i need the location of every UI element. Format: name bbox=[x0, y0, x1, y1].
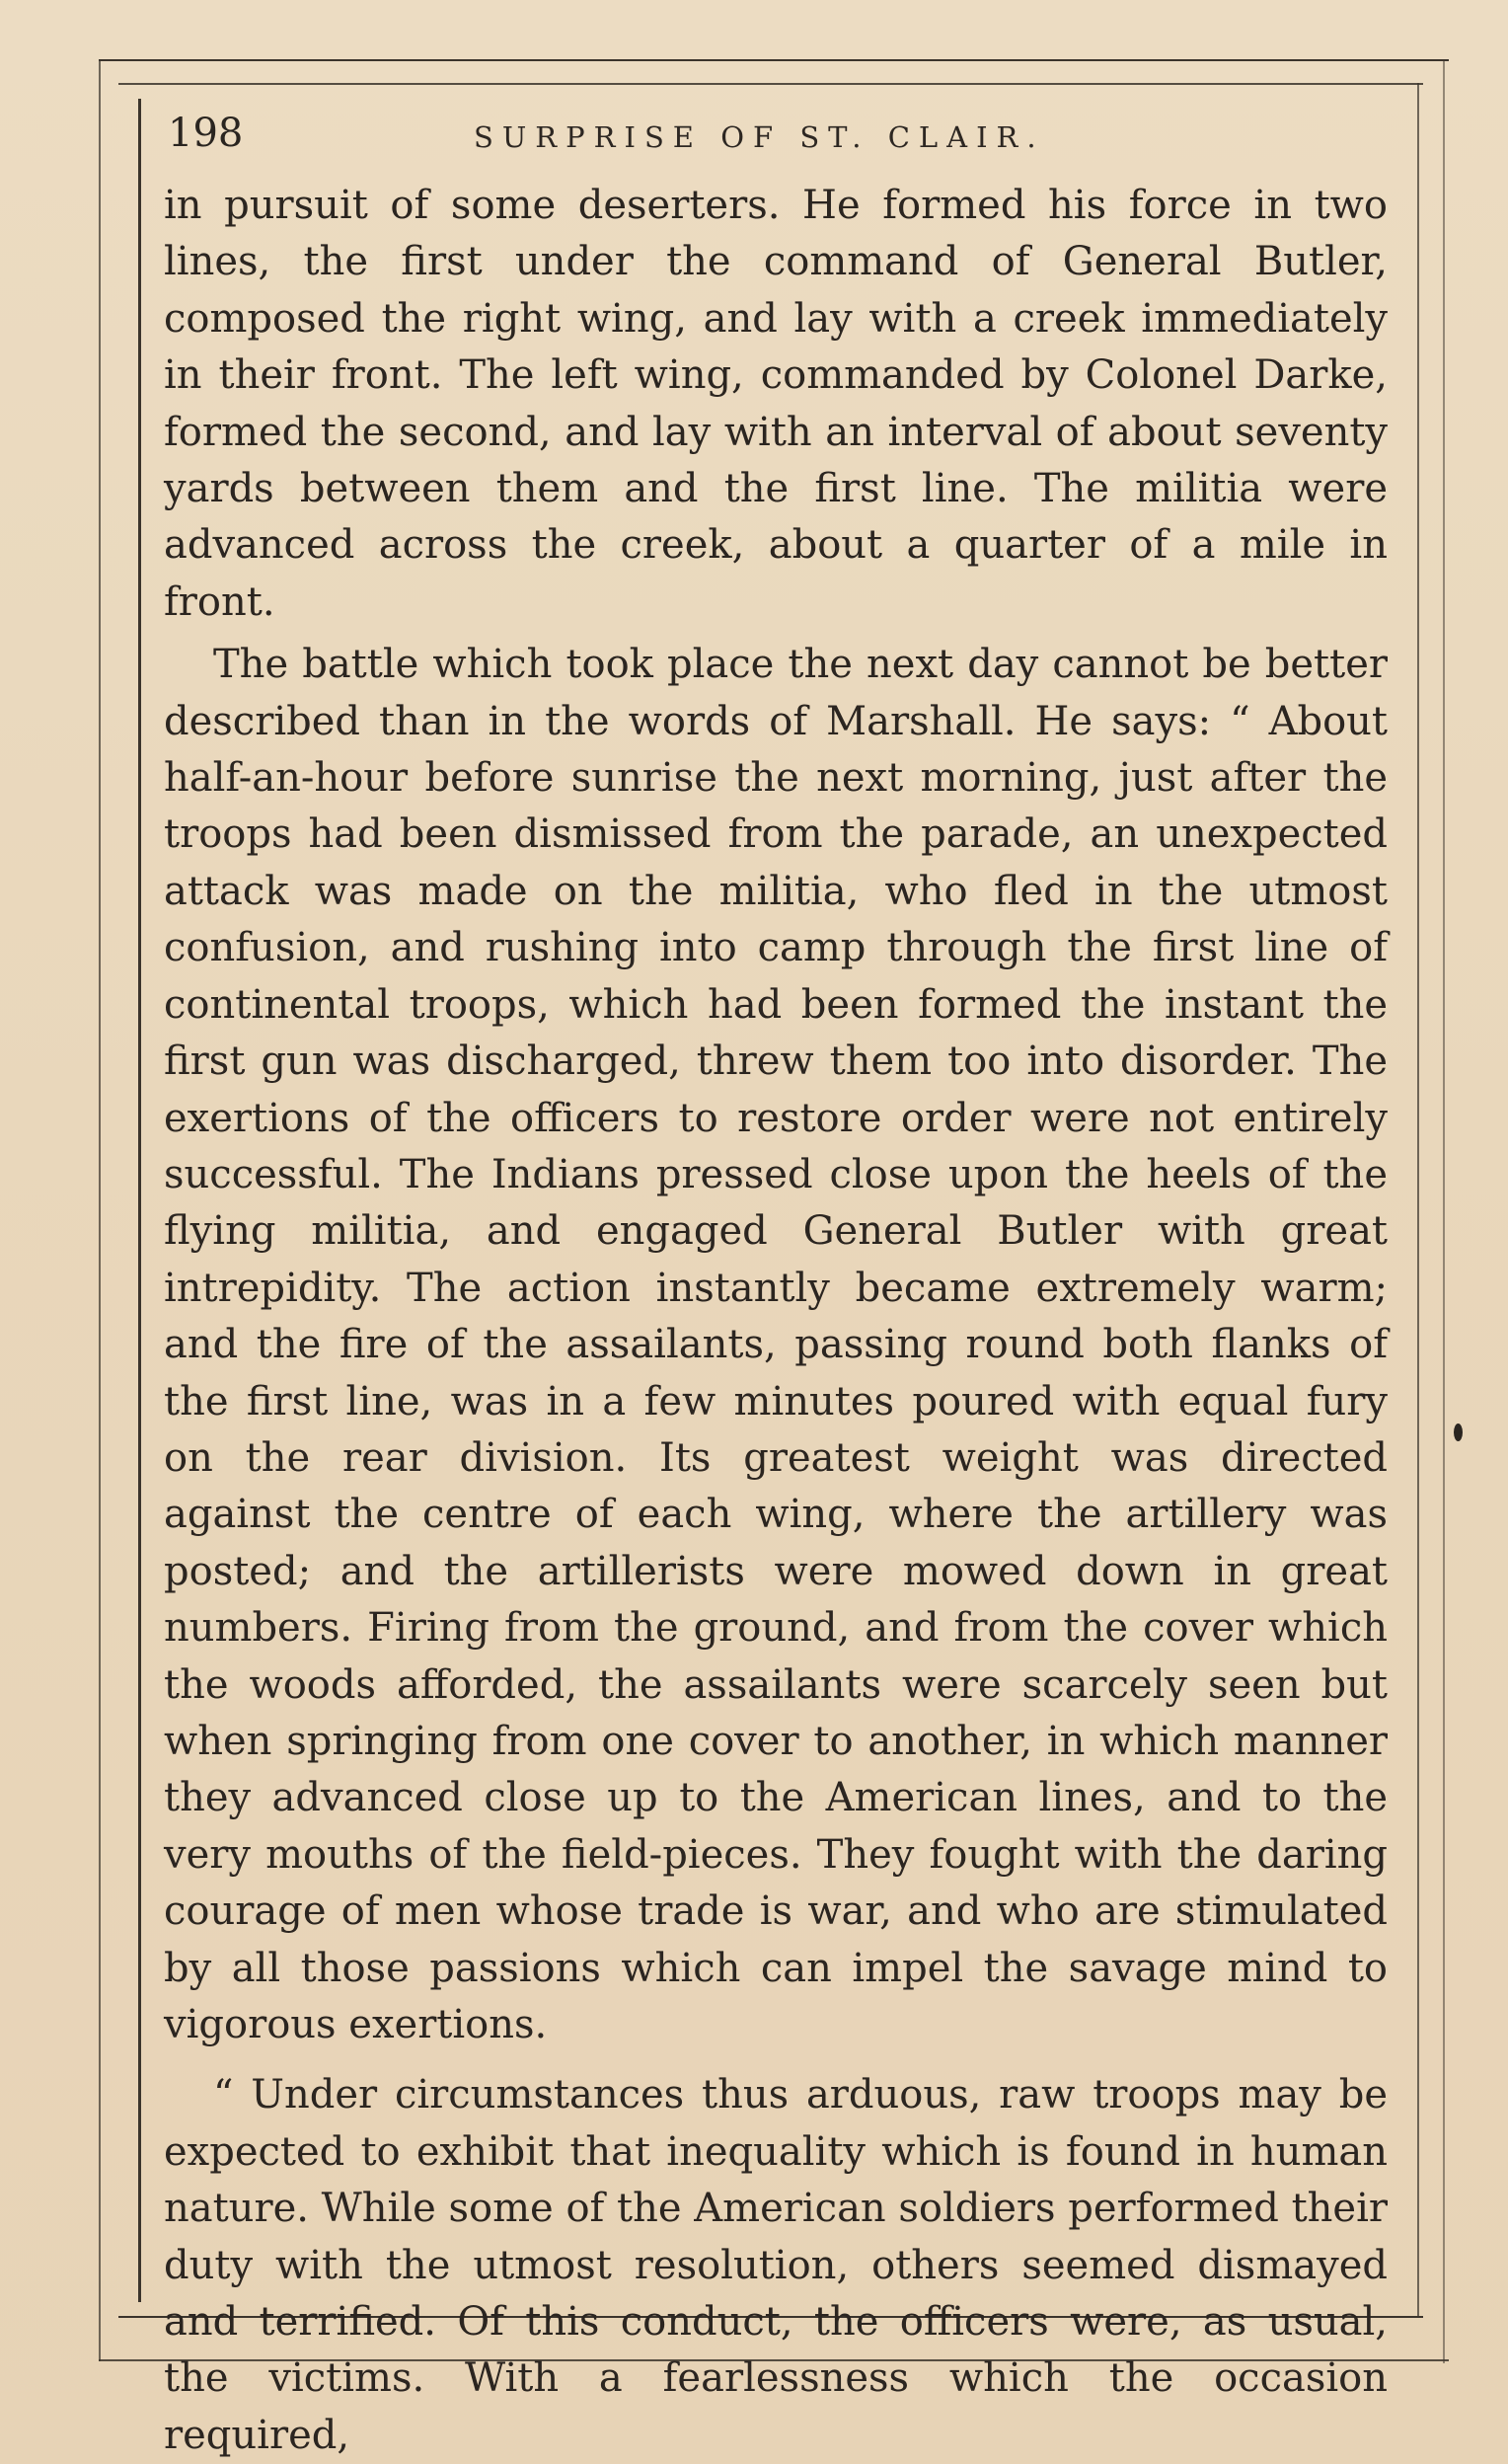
body-text bbox=[164, 178, 1388, 2464]
page-header bbox=[168, 111, 1392, 170]
right-outer-rule bbox=[1443, 59, 1445, 2363]
top-inner-rule bbox=[118, 83, 1423, 85]
top-outer-rule bbox=[99, 59, 1449, 61]
paragraph: The battle which took place the next day cannot be better described than in the words of Marshall. He says: “ About half-an-hour before sunrise the next morning, just after the troops had been dismissed from the parade, an unexpected attack was made on the militia, who fled in the utmost confusion, and rushing into camp through the first line of continental troops, which had been formed the instant the first gun was discharged, threw them too into disorder. The exertions of the officers to restore order were not entirely successful. The Indians pressed close upon the heels of the flying militia, and engaged General Butler with great intrepidity. The action instantly became extremely warm; and the fire of the assailants, passing round both flanks of the first line, was in a few minutes poured with equal fury on the rear division. Its greatest weight was directed against the centre of each wing, where the artillery was posted; and the artillerists were mowed down in great numbers. Firing from the ground, and from the cover which the woods afforded, the assailants were scarcely seen but when springing from one cover to another, in which manner they advanced close up to the American lines, and to the very mouths of the field-pieces. They fought with the daring courage of men whose trade is war, and who are stimulated by all those passions which can impel the savage mind to vigorous exertions. bbox=[164, 642, 1388, 2047]
paragraph: “ Under circumstances thus arduous, raw troops may be expected to exhibit that inequality which is found in human nature. While some of the American soldiers performed their duty with the utmost resolution, others seemed dismayed and terrified. Of this conduct, the officers were, as usual, the victims. With a fearlessness which the occasion required, bbox=[164, 2072, 1388, 2458]
paragraph: in pursuit of some deserters. He formed his force in two lines, the first under the command of General Butler, composed the right wing, and lay with a creek immediately in their front. The left wing, commanded by Colonel Darke, formed the second, and lay with an interval of about seventy yards between them and the first line. The militia were advanced across the creek, about a quarter of a mile in front. bbox=[164, 183, 1388, 625]
ink-speck bbox=[1454, 1424, 1463, 1441]
left-inner-rule bbox=[138, 99, 141, 2302]
running-head: SURPRISE OF ST. CLAIR. bbox=[474, 120, 1045, 154]
left-outer-rule bbox=[99, 59, 101, 2361]
right-inner-rule bbox=[1417, 83, 1419, 2318]
page-number: 198 bbox=[168, 111, 244, 156]
